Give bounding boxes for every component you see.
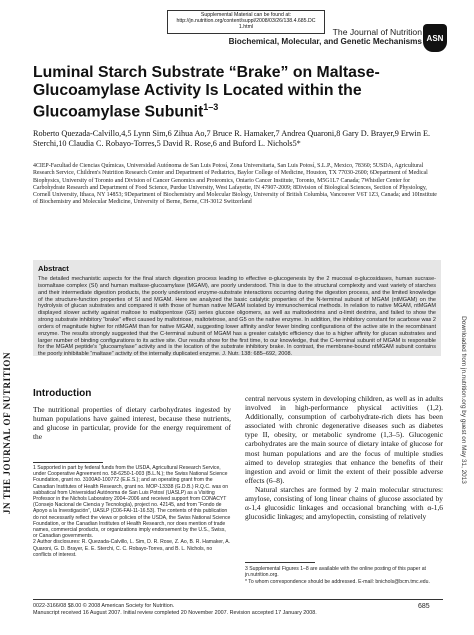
download-notice-text: Downloaded from jn.nutrition.org by guest on May 31, 2013 xyxy=(460,316,467,484)
asn-logo-icon: ASN xyxy=(423,24,447,52)
introduction-heading: Introduction xyxy=(33,388,92,399)
journal-section: Biochemical, Molecular, and Genetic Mechanisms xyxy=(228,37,422,46)
journal-name: The Journal of Nutrition xyxy=(332,27,422,37)
intro-left-paragraph xyxy=(33,405,231,441)
abstract-box xyxy=(33,260,441,356)
page-number: 685 xyxy=(418,603,430,610)
abstract-text: The detailed mechanistic aspects for the final starch digestion process leading to effective α-glucogenesis by the 2 mucosal α-glucosidases, human sucrase-isomaltase complex (SI) and human maltase-glucoamylase (MGAM), are poorly understood. This is due to the structural complexity and vast variety of starches and their intermediate digestion products, the poorly understood enzyme-substrate interactions occurring during the digestion process, and the limited knowledge of the structure-function properties of SI and MGAM. Here we analyzed the basic catalytic properties of the N-terminal subunit of MGAM (ntMGAM) on the hydrolysis of glucan substrates and compared it with those of human native MGAM isolated by immunochemical methods. In relation to native MGAM, ntMGAM displayed slower activity against maltose to maltopentose (G5) series glucose oligomers, as well as maltodextrins and α-limit dextrins, and failed to show the strong substrate inhibitory “brake” effect caused by maltotriose, maltotetrose, and G5 on the native enzyme. In addition, the inhibitory constant for acarbose was 2 orders of magnitude higher for ntMGAM than for native MGAM, suggesting lower affinity and/or fewer binding configurations of the active site in the recombinant enzyme. The results strongly suggested that the C-terminal subunit of MGAM has a greater catalytic efficiency due to a higher affinity for glucan substrates and larger number of binding configurations to its active site. Our results show for the first time, to our knowledge, that the C-terminal subunit of MGAM is responsible for the MGAM peptide's “glucoamylase” activity and is the location of the substrate inhibitory brake. In contrast, the membrane-bound ntMGAM subunit contains the poorly inhibitable “maltase” activity of the internally duplicated enzyme. J. Nutr. 138: 685–692, 2008. xyxy=(38,276,436,358)
footnotes-right: 3 Supplemental Figures 1–8 are available with the online posting of this paper at jn.nutrition.org. * To whom correspondence should be addressed. E-mail: bnichols@bcm.tmc.edu. xyxy=(245,566,430,585)
intro-paragraph-2: central nervous system in developing children, as well as in adults involved in high-performance physical activities (1,2). Additionally, consumption of carbohydrate-rich diets has been associated with chronic degenerative diseases such as diabetes type II, obesity, or metabolic syndrome (1,3–5). Glucogenic carbohydrates are the main source of dietary intake of glucose for most human populations and are the focus of multiple studies aimed to develop strategies that enhance the benefits of their ingestion and avoid or limit the extent of their possible adverse effects (6–8). xyxy=(245,394,443,485)
intro-right-column xyxy=(245,394,443,521)
supplemental-line-1: Supplemental Material can be found at: xyxy=(200,12,292,18)
abstract-heading: Abstract xyxy=(38,264,69,273)
author-list: Roberto Quezada-Calvillo,4,5 Lynn Sim,6 Zihua Ao,7 Bruce R. Hamaker,7 Andrea Quaroni,8 Gary D. Brayer,9 Erwin E. Sterchi,10 Claudia C. Robayo-Torres,5 David R. Rose,6 and Buford L. Nichols5* xyxy=(33,129,431,149)
footnote-divider-left xyxy=(33,462,103,463)
intro-paragraph-3: Natural starches are formed by 2 main molecular structures: amylose, consisting of long linear chains of glucose associated by α-1,4 glucosidic linkages and occasional branching with α-1,6 glucosidic linkages; and amylopectin, consisting of relatively xyxy=(245,484,443,522)
copyright-line: 0022-3166/08 $8.00 © 2008 American Society for Nutrition. xyxy=(33,603,175,609)
title-footnote-marker: 1–3 xyxy=(203,102,219,112)
journal-vertical-text: JN THE JOURNAL OF NUTRITION xyxy=(2,351,12,515)
footnote-divider-right xyxy=(245,562,315,563)
affiliations: 4CIEP-Facultad de Ciencias Químicas, Universidad Autónoma de San Luis Potosí, Zona Universitaria, San Luis Potosí, S.L.P., Mexico, 78360; 5USDA, Agricultural Research Service, Children's Nutrition Research Center and Department of Pediatrics, Baylor College of Medicine, Houston, TX 77030-2600; 6Department of Medical Biophysics, University of Toronto and Division of Cancer Genomics and Proteomics, Ontario Cancer Institute, Toronto, M5G1L7 Canada; 7Whistler Center for Carbohydrate Research and Department of Food Science, Purdue University, West Lafayette, IN 47907-2009; 8Division of Biological Sciences, Section of Physiology, Cornell University, Ithaca, NY 14853; 9Department of Biochemistry and Molecular Biology, University of British Columbia, Vancouver V6T 1Z3, Canada; and 10Institute of Biochemistry and Molecular Medicine, University of Berne, Berne, CH-3012 Switzerland xyxy=(33,163,437,206)
intro-paragraph-1: The nutritional properties of dietary carbohydrates ingested by human populations have gained interest, because these nutrients, and glucose in particular, provide for the energy requirement of the xyxy=(33,405,231,442)
footer-text xyxy=(33,603,317,616)
manuscript-dates: Manuscript received 16 August 2007. Initial review completed 20 November 2007. Revision accepted 17 January 2008. xyxy=(33,609,317,616)
download-notice xyxy=(455,260,467,540)
supplemental-link-cont[interactable]: 1.html xyxy=(238,24,254,31)
supplemental-material-box[interactable] xyxy=(167,10,325,34)
article-title xyxy=(33,64,433,121)
footer-divider xyxy=(33,599,443,600)
journal-vertical-banner xyxy=(2,253,16,613)
article-title-text: Luminal Starch Substrate “Brake” on Maltase-Glucoamylase Activity Is Located within the Glucoamylase Subunit xyxy=(33,64,380,121)
footnotes-left: 1 Supported in part by federal funds from the USDA, Agricultural Research Service, under Cooperative Agreement no. 58-6250-1-003 (B.L.N.); the Swiss National Science Foundation, grant no. 3100A0-100772 (E.E.S.); and an operating grant from the Canadian Institutes of Health Research, grant no. MOP-13338 (G.D.B.) R.Q.C. was on sabbatical from Universidad Autónoma de San Luis Potosí (UASLP) as a Visiting Professor in the Nichols Laboratory 2004–2006 and received support from CONACYT (Consejo Nacional de Ciencia y Tecnología), project no. 42145, and from “Fondo de Apoyo a la Investigación”, UASLP (C06-FAI-11-16.53). The contents of this publication do not necessarily reflect the views or policies of the USDA, the Swiss National Science Foundation, or the Canadian Institutes of Health Research, nor does mention of trade names, commercial products, or organizations imply endorsement by the U.S., Swiss, or Canadian governments. 2 Author disclosures: R. Quezada-Calvillo, L. Sim, D. R. Rose, Z. Ao, B. R. Hamaker, A. Quaroni, G. D. Brayer, E. E. Sterchi, C. C. Robayo-Torres, and B. L. Nichols, no conflicts of interest. xyxy=(33,465,231,558)
supplemental-link[interactable]: http://jn.nutrition.org/content/suppl/2008/03/26/138.4.685.DC xyxy=(176,18,316,25)
